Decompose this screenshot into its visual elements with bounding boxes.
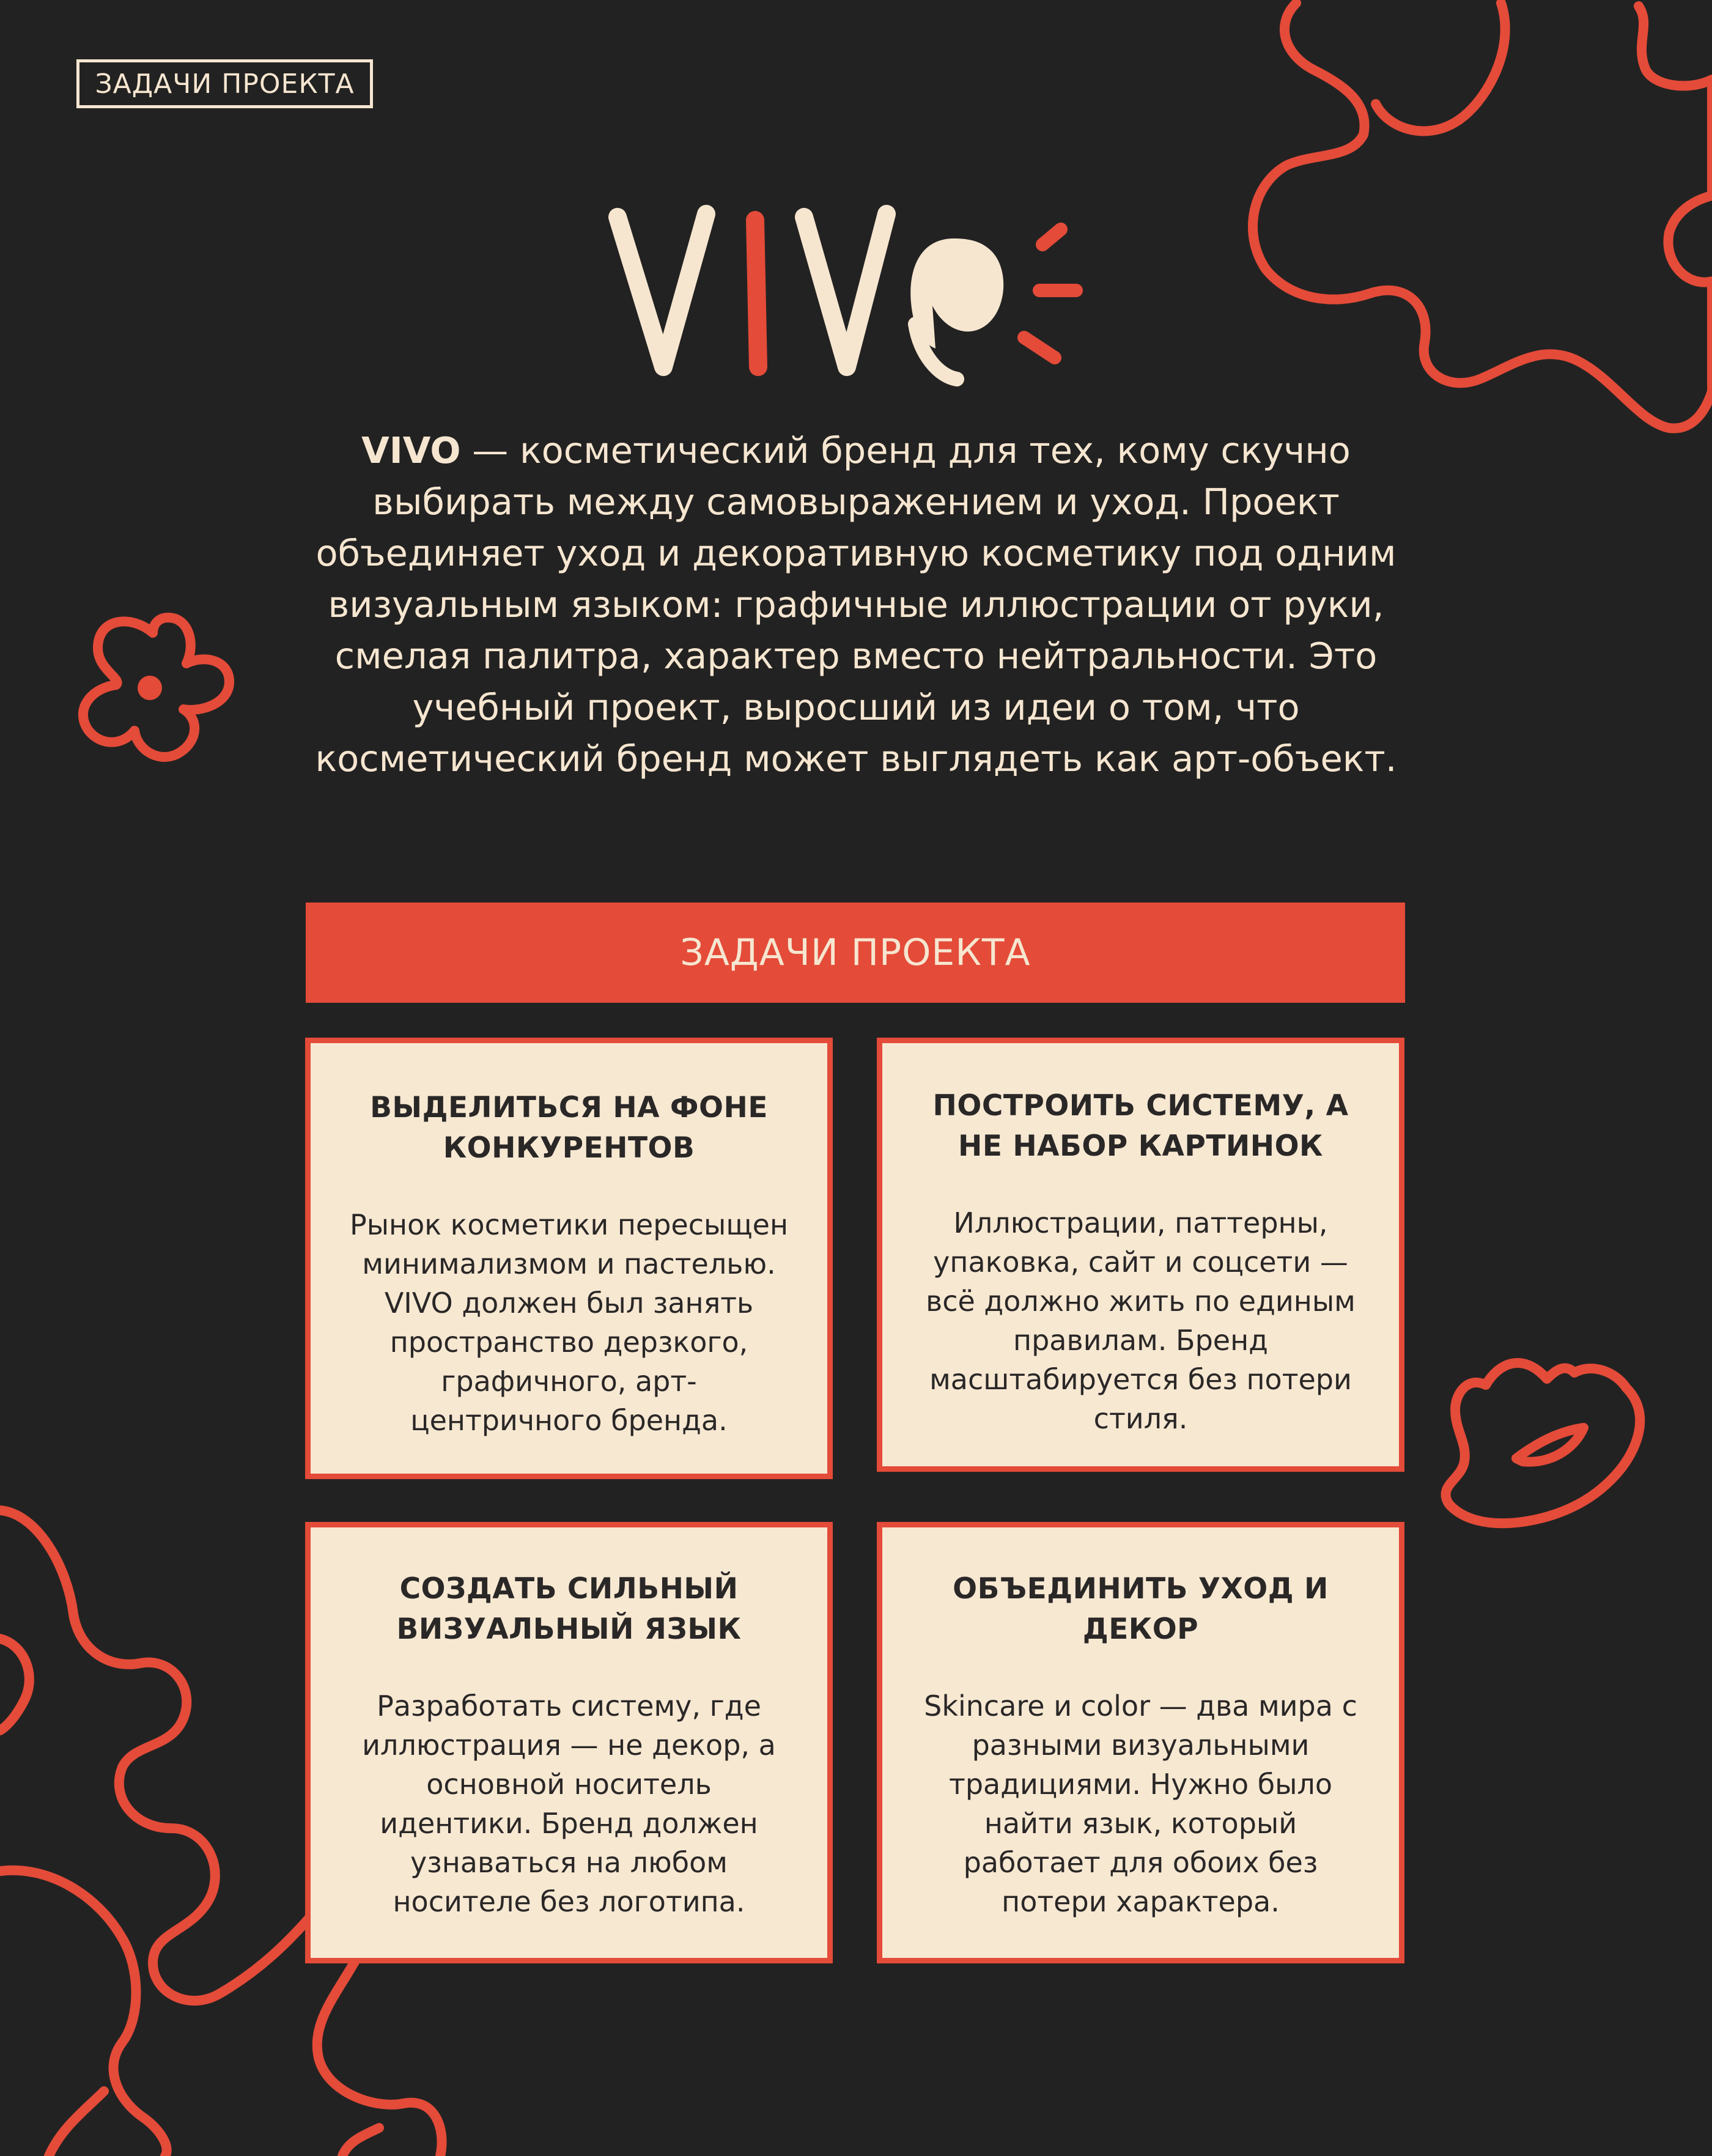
section-tag: ЗАДАЧИ ПРОЕКТА xyxy=(76,59,373,108)
task-card-body: Skincare и color — два мира с разными визуальными традициями. Нужно было найти язык, который работает для обоих без потери характера. xyxy=(924,1689,1357,1918)
task-card xyxy=(877,1038,1404,1472)
squiggle-shape-top-right xyxy=(1253,3,1712,428)
task-card-body: Рынок косметики пересыщен минимализмом и пастелью. VIVO должен был занять пространство дерзкого, графичного, арт-центричного бренда. xyxy=(349,1208,789,1437)
task-card xyxy=(877,1522,1404,1963)
task-card-title: ВЫДЕЛИТЬСЯ НА ФОНЕ КОНКУРЕНТОВ xyxy=(370,1091,768,1165)
task-card-body: Разработать систему, где иллюстрация — не декор, а основной носитель идентики. Бренд должен узнаваться на любом носителе без логотипа. xyxy=(362,1689,776,1918)
task-card-title: СОЗДАТЬ СИЛЬНЫЙ ВИЗУАЛЬНЫЙ ЯЗЫК xyxy=(396,1572,742,1646)
task-card xyxy=(305,1038,833,1479)
task-card-body: Иллюстрации, паттерны, упаковка, сайт и соцсети — всё должно жить по единым правилам. Бренд масштабируется без потери стиля. xyxy=(926,1206,1356,1435)
intro-text xyxy=(287,425,1425,785)
intro-description: — косметический бренд для тех, кому скучно выбирать между самовыражением и уход. Проект объединяет уход и декоративную косметику под одним визуальным языком: графичные иллюстрации от руки, смелая палитра, характер вместо нейтральности. Это учебный проект, выросший из идеи о том, что косметический бренд может выглядеть как арт-объект. xyxy=(315,429,1397,780)
tasks-banner: ЗАДАЧИ ПРОЕКТА xyxy=(306,903,1405,1003)
intro-brand-name: VIVO xyxy=(361,429,461,471)
vivo-logo xyxy=(602,202,1091,391)
task-card xyxy=(305,1522,833,1963)
task-card-title: ОБЪЕДИНИТЬ УХОД И ДЕКОР xyxy=(953,1572,1329,1646)
task-card-title: ПОСТРОИТЬ СИСТЕМУ, А НЕ НАБОР КАРТИНОК xyxy=(932,1089,1349,1163)
